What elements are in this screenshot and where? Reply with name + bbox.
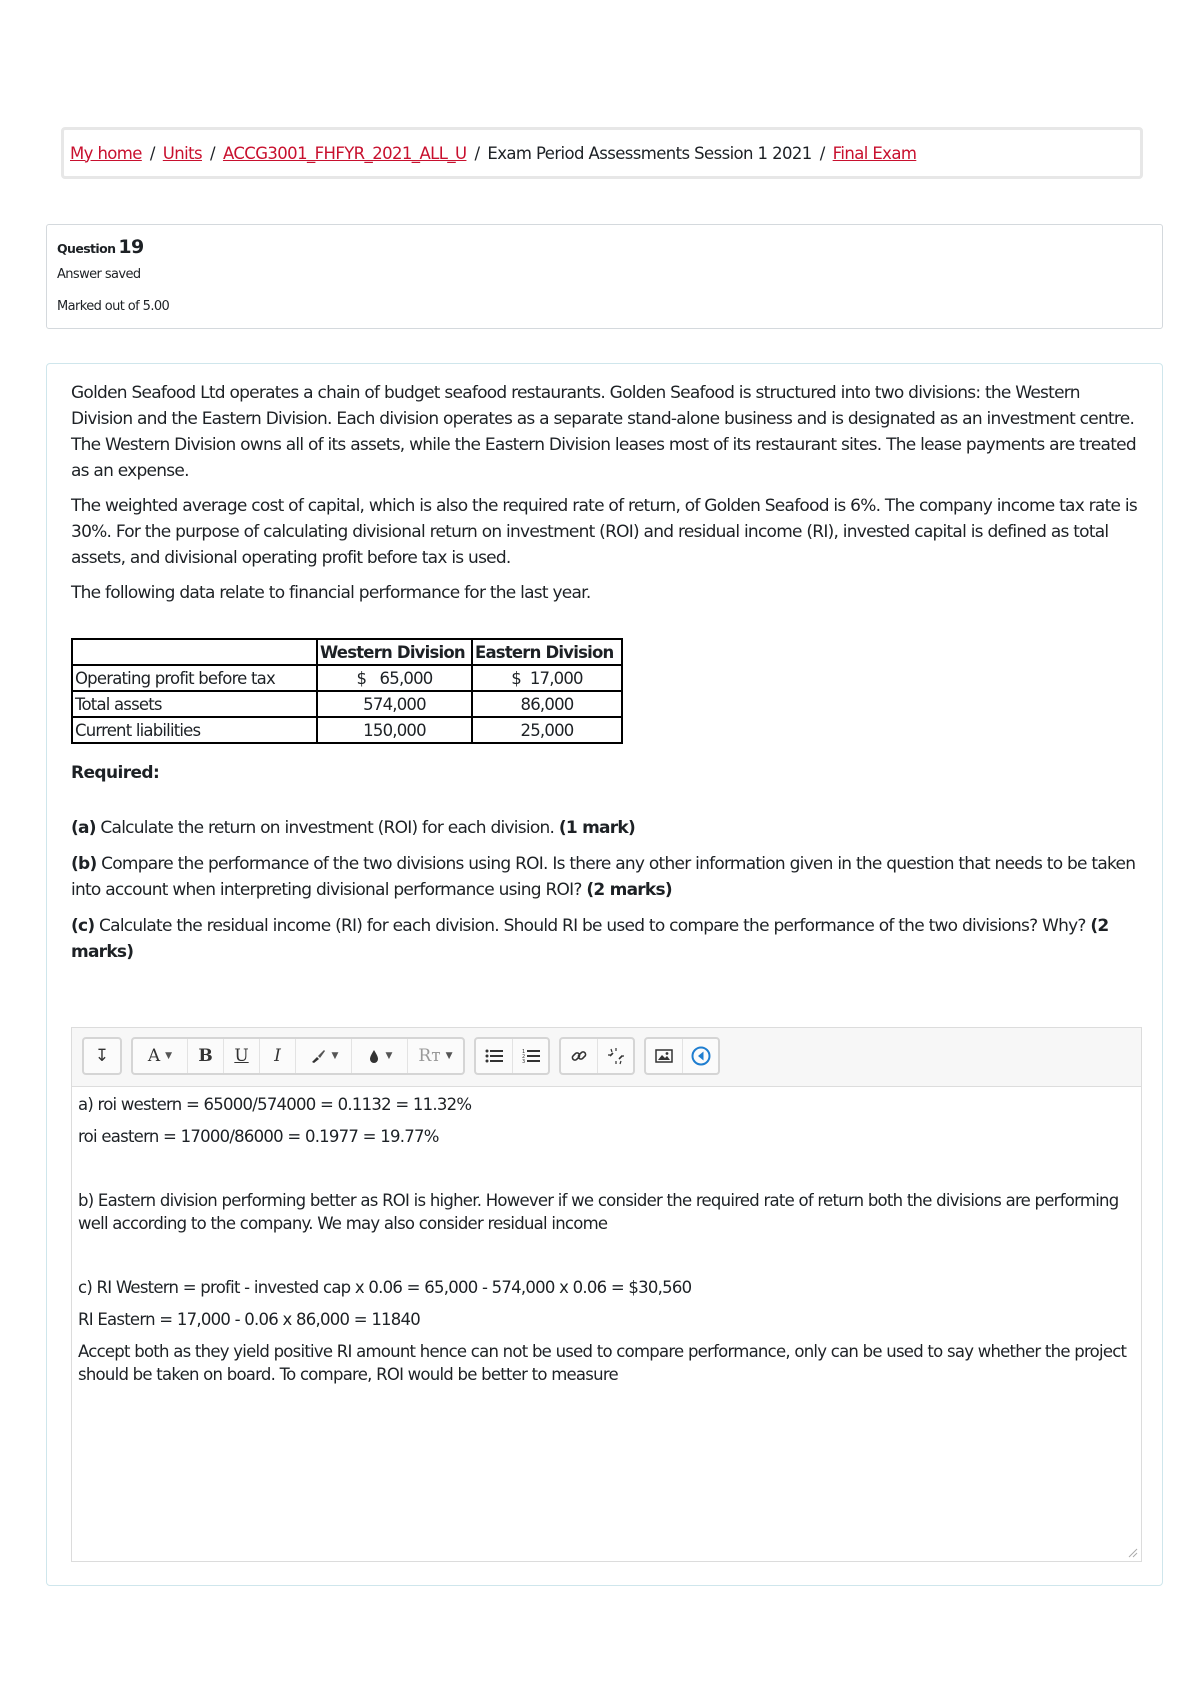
answer-line: a) roi western = 65000/574000 = 0.1132 = 11.32%	[78, 1095, 472, 1114]
collapse-button[interactable]	[84, 1039, 120, 1073]
breadcrumb	[61, 127, 1143, 179]
answer-line: b) Eastern division performing better as ROI is higher. However if we consider the required rate of return both the divisions are performing well according to the company. We may also consider residual income	[78, 1191, 1119, 1233]
question-parts	[71, 815, 1151, 975]
table-cell: 574,000	[317, 691, 472, 717]
breadcrumb-units[interactable]: Units	[162, 143, 202, 163]
answer-content-area[interactable]	[72, 1086, 1141, 1561]
numbered-list-icon	[522, 1048, 540, 1064]
table-cell: 86,000	[472, 691, 622, 717]
insert-image-button[interactable]	[646, 1039, 682, 1073]
breadcrumb-separator: /	[209, 143, 215, 163]
font-size-icon: A	[147, 1046, 161, 1066]
style-button[interactable]	[407, 1039, 463, 1073]
required-heading: Required:	[71, 763, 160, 783]
toolbar-group	[559, 1037, 635, 1075]
table-cell: Operating profit before tax	[72, 665, 317, 691]
unordered-list-button[interactable]	[476, 1039, 512, 1073]
background-color-button[interactable]	[351, 1039, 407, 1073]
bold-icon: B	[198, 1046, 213, 1066]
bold-button[interactable]	[187, 1039, 223, 1073]
breadcrumb-separator: /	[149, 143, 155, 163]
question-text	[71, 380, 1141, 615]
breadcrumb-final-exam[interactable]: Final Exam	[832, 143, 917, 163]
ordered-list-button[interactable]	[512, 1039, 548, 1073]
part-marks: (2 marks)	[71, 916, 1109, 962]
media-record-icon	[691, 1046, 711, 1066]
breadcrumb-separator: /	[474, 143, 480, 163]
breadcrumb-separator: /	[819, 143, 825, 163]
answer-line: Accept both as they yield positive RI amount hence can not be used to compare performance, only can be used to say whether the project should be taken on board. To compare, ROI would be better to measure	[78, 1342, 1127, 1384]
answer-line: c) RI Western = profit - invested cap x 0.06 = 65,000 - 574,000 x 0.06 = $30,560	[78, 1278, 692, 1297]
table-cell: Current liabilities	[72, 717, 317, 743]
link-icon	[570, 1047, 588, 1065]
table-cell: 25,000	[472, 717, 622, 743]
editor-toolbar	[82, 1037, 729, 1077]
text-color-button[interactable]	[295, 1039, 351, 1073]
table-header-cell: Western Division	[317, 639, 472, 665]
paintbrush-icon	[309, 1047, 327, 1065]
part-marks: (2 marks)	[586, 880, 672, 900]
answer-line: roi eastern = 17000/86000 = 0.1977 = 19.77%	[78, 1127, 439, 1146]
question-paragraph: The weighted average cost of capital, which is also the required rate of return, of Golden Seafood is 6%. The company income tax rate is 30%. For the purpose of calculating divisional return on investment (ROI) and residual income (RI), invested capital is defined as total assets, and divisional operating profit before tax is used.	[71, 496, 1137, 568]
svg-text:1: 1	[521, 1049, 525, 1055]
breadcrumb-course[interactable]: ACCG3001_FHFYR_2021_ALL_U	[222, 143, 467, 163]
answer-line: RI Eastern = 17,000 - 0.06 x 86,000 = 11840	[78, 1310, 421, 1329]
table-row	[72, 691, 622, 717]
font-size-button[interactable]	[133, 1039, 187, 1073]
table-header-cell	[72, 639, 317, 665]
toolbar-group	[644, 1037, 720, 1075]
table-cell: 150,000	[317, 717, 472, 743]
toolbar-group	[474, 1037, 550, 1075]
record-media-button[interactable]	[682, 1039, 718, 1073]
breadcrumb-my-home[interactable]: My home	[70, 143, 142, 163]
part-text: Calculate the return on investment (ROI) for each division.	[95, 818, 559, 838]
unlink-icon	[607, 1047, 625, 1065]
part-label: (c)	[71, 916, 95, 936]
table-row	[72, 665, 622, 691]
table-row	[72, 717, 622, 743]
ink-drop-icon	[367, 1048, 381, 1064]
question-number	[57, 236, 1152, 258]
question-label: Question	[57, 241, 116, 256]
image-icon	[655, 1048, 673, 1064]
svg-text:2: 2	[521, 1054, 525, 1060]
chevron-down-icon: ▼	[385, 1051, 393, 1061]
breadcrumb-section: Exam Period Assessments Session 1 2021	[487, 143, 812, 163]
italic-icon: I	[274, 1046, 281, 1066]
table-header-cell: Eastern Division	[472, 639, 622, 665]
svg-text:3: 3	[521, 1059, 525, 1064]
underline-icon: U	[234, 1046, 249, 1066]
part-text: Compare the performance of the two divisions using ROI. Is there any other information given in the question that needs to be taken into account when interpreting divisional performance using ROI?	[71, 854, 1136, 900]
question-grade: Marked out of 5.00	[57, 299, 170, 314]
italic-button[interactable]	[259, 1039, 295, 1073]
question-part-b	[71, 851, 1151, 903]
question-info	[46, 224, 1163, 329]
table-header-row	[72, 639, 622, 665]
chevron-down-icon: ▼	[445, 1051, 453, 1061]
question-paragraph: The following data relate to financial performance for the last year.	[71, 583, 591, 603]
collapse-icon: ↧	[94, 1046, 110, 1066]
question-part-a	[71, 815, 1151, 841]
table-cell: $ 17,000	[472, 665, 622, 691]
table-cell: Total assets	[72, 691, 317, 717]
part-label: (a)	[71, 818, 96, 838]
underline-button[interactable]	[223, 1039, 259, 1073]
table-cell: $ 65,000	[317, 665, 472, 691]
question-paragraph: Golden Seafood Ltd operates a chain of budget seafood restaurants. Golden Seafood is structured into two divisions: the Western Division and the Eastern Division. Each division operates as a separate stand-alone business and is designated as an investment centre. The Western Division owns all of its assets, while the Eastern Division leases most of its restaurant sites. The lease payments are treated as an expense.	[71, 383, 1136, 481]
answer-line-blank	[78, 1157, 1135, 1180]
question-number-value: 19	[118, 236, 144, 258]
part-text: Calculate the residual income (RI) for each division. Should RI be used to compare the performance of the two divisions? Why?	[94, 916, 1091, 936]
financial-data-table	[71, 638, 623, 744]
resize-handle-icon[interactable]	[1128, 1548, 1138, 1558]
toolbar-group	[82, 1037, 122, 1075]
chevron-down-icon: ▼	[165, 1051, 173, 1061]
question-state: Answer saved	[57, 267, 141, 282]
question-part-c	[71, 913, 1151, 965]
unlink-button[interactable]	[597, 1039, 633, 1073]
toolbar-group	[131, 1037, 465, 1075]
question-formulation	[46, 363, 1163, 1586]
link-button[interactable]	[561, 1039, 597, 1073]
part-label: (b)	[71, 854, 97, 874]
answer-editor	[71, 1027, 1142, 1562]
style-icon: Rᴛ	[418, 1046, 441, 1066]
part-marks: (1 mark)	[558, 818, 635, 838]
bullet-list-icon	[485, 1049, 503, 1063]
chevron-down-icon: ▼	[331, 1051, 339, 1061]
answer-line-blank	[78, 1244, 1135, 1267]
